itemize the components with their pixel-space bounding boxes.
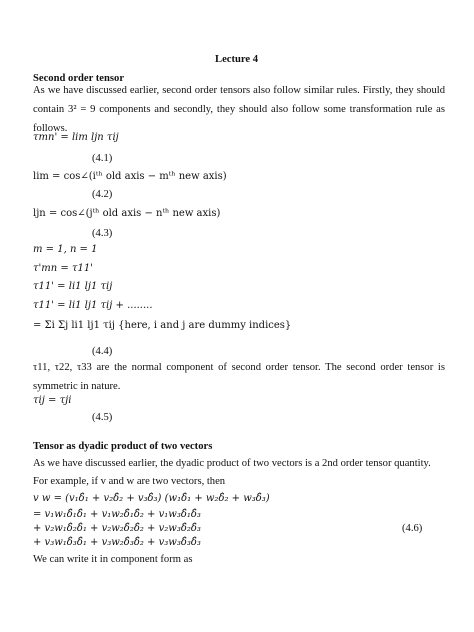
expansion-row-2: + v₂w₁δ̂₂δ̂₁ + v₂w₂δ̂₂δ̂₂ + v₂w₃δ̂₂δ̂₃ [33, 523, 201, 534]
dyadic-product-line: v w = (v₁δ̂₁ + v₂δ̂₂ + v₃δ̂₃) (w₁δ̂₁ + w₂δ̂₂ + w₃δ̂₃) [33, 493, 270, 504]
equation-4-3: ljn = cos∠(jᵗʰ old axis − nᵗʰ new axis) [33, 208, 221, 219]
equation-label-4-4: (4.4) [92, 346, 113, 357]
tau-11-line-b: τ11' = li1 lj1 τij + ........ [33, 300, 153, 311]
expansion-row-1: = v₁w₁δ̂₁δ̂₁ + v₁w₂δ̂₁δ̂₂ + v₁w₃δ̂₁δ̂₃ [33, 509, 201, 520]
section-heading-second-order-tensor: Second order tensor [33, 73, 125, 84]
dyadic-intro: As we have discussed earlier, the dyadic product of two vectors is a 2nd order tensor quantity. [33, 458, 431, 469]
equation-label-4-6: (4.6) [402, 523, 423, 534]
tau-mn-line: τ'mn = τ11' [33, 263, 93, 274]
equation-label-4-1: (4.1) [92, 153, 113, 164]
index-values-line: m = 1, n = 1 [33, 244, 98, 255]
intro-paragraph: As we have discussed earlier, second order tensors also follow similar rules. Firstly, they should contain 3² = 9 components and secondly, they should also follow some transformation rule as follows. [33, 85, 445, 134]
equation-label-4-3: (4.3) [92, 228, 113, 239]
symmetry-equation: τij = τji [33, 395, 72, 406]
tau-11-line-a: τ11' = li1 lj1 τij [33, 281, 113, 292]
equation-label-4-5: (4.5) [92, 412, 113, 423]
normal-components-paragraph: τ11, τ22, τ33 are the normal component of second order tensor. The second order tensor is symmetric in nature. [33, 362, 445, 392]
expansion-row-3: + v₃w₁δ̂₃δ̂₁ + v₃w₂δ̂₃δ̂₂ + v₃w₃δ̂₃δ̂₃ [33, 537, 201, 548]
closing-line: We can write it in component form as [33, 554, 193, 565]
double-sum-line: = Σi Σj li1 lj1 τij {here, i and j are dummy indices} [33, 320, 292, 331]
lecture-title: Lecture 4 [215, 54, 259, 65]
equation-4-2: lim = cos∠(iᵗʰ old axis − mᵗʰ new axis) [33, 171, 227, 182]
section-heading-dyadic-product: Tensor as dyadic product of two vectors [33, 441, 213, 452]
equation-label-4-2: (4.2) [92, 189, 113, 200]
equation-4-1: τmn' = lim ljn τij [33, 132, 119, 143]
example-line: For example, if v and w are two vectors, then [33, 476, 226, 487]
